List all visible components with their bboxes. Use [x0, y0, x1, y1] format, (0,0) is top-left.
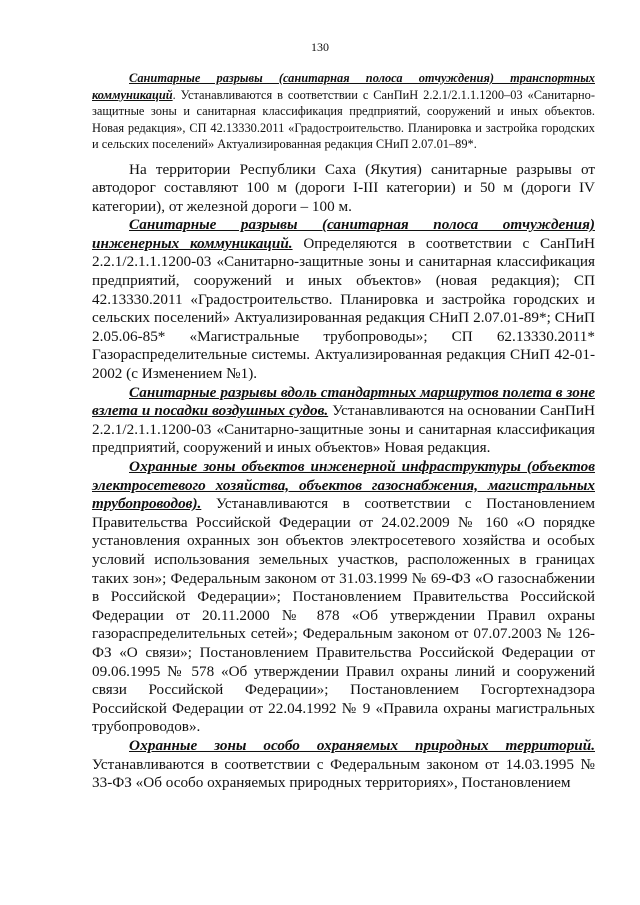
paragraph-text: На территории Республики Саха (Якутия) санитарные разрывы от автодорог составляют 100 м (дороги I-III категории) и 50 м (дороги IV категории), от железной дороги – 100 м. — [92, 160, 595, 215]
document-body — [92, 70, 595, 793]
paragraph-engineering-gaps — [92, 216, 595, 383]
paragraph-protection-zones — [92, 458, 595, 737]
section-heading: Охранные зоны объектов инженерной инфраструктуры (объектов электросетевого хозяйства, объектов газоснабжения, магистральных трубопроводов). — [92, 458, 595, 513]
paragraph-text: Устанавливаются в соответствии с Постановлением Правительства Российской Федерации от 24.02.2009 № 160 «О порядке установления охранных зон объектов электросетевого хозяйства и особых условий использования земельных участков, расположенных в границах таких зон»; Федеральным законом от 31.03.1999 № 69-ФЗ «О газоснабжении в Российской Федерации»; Постановлением Правительства Российской Федерации от 20.11.2000 № 878 «Об утверждении Правил охраны газораспределительных сетей»; Федеральным законом от 07.07.2003 № 126-ФЗ «О связи»; Постановлением Правительства Российской Федерации от 09.06.1995 № 578 «Об утверждении Правил охраны линий и сооружений связи Российской Федерации»; Постановлением Госгортехнадзора Российской Федерации от 22.04.1992 № 9 «Правила охраны магистральных трубопроводов». — [92, 495, 596, 736]
paragraph-yakutia-distances — [92, 161, 595, 217]
paragraph-flight-gaps — [92, 384, 595, 458]
paragraph-text: Устанавливаются в соответствии с СанПиН 2.2.1/2.1.1.1200–03 «Санитарно-защитные зоны и санитарная классификация предприятий, сооружений и иных объектов. Новая редакция», СП 42.13330.2011 «Градостроительство. Планировка и застройка городских и сельских поселений» Актуализированная редакция СНиП 2.07.01–89*. — [92, 87, 595, 151]
section-heading: Санитарные разрывы вдоль стандартных маршрутов полета в зоне взлета и посадки воздушных судов. — [92, 383, 595, 420]
paragraph-text: Устанавливаются в соответствии с Федеральным законом от 14.03.1995 № 33-ФЗ «Об особо охраняемых природных территориях», Постановлением — [92, 755, 595, 792]
section-heading: Охранные зоны особо охраняемых природных территорий. — [129, 736, 595, 754]
paragraph-transport-gaps: Санитарные разрывы (санитарная полоса отчуждения) транспортных коммуникаций. Устанавливаются в соответствии с СанПиН 2.2.1/2.1.1.1200–03 «Санитарно-защитные зоны и санитарная классификация предприятий, сооружений и иных объектов. Новая редакция», СП 42.13330.2011 «Градостроительство. Планировка и застройка городских и сельских поселений» Актуализированная редакция СНиП 2.07.01–89*. — [92, 71, 595, 151]
paragraph-text: Устанавливаются на основании СанПиН 2.2.1/2.1.1.1200-03 «Санитарно-защитные зоны и санитарная классификация предприятий, сооружений и иных объектов» Новая редакция. — [92, 402, 595, 457]
page-number: 130 — [311, 40, 329, 54]
section-heading: Санитарные разрывы (санитарная полоса отчуждения) инженерных коммуникаций. — [92, 216, 595, 252]
section-heading: Санитарные разрывы (санитарная полоса отчуждения) транспортных коммуникаций — [92, 71, 595, 102]
paragraph-text: Определяются в соответствии с СанПиН 2.2.1/2.1.1.1200-03 «Санитарно-защитные зоны и санитарная классификация предприятий, сооружений и иных объектов» (новая редакция); СП 42.13330.2011 «Градостроительство. Планировка и застройка городских и сельских поселений» Актуализированная редакция СНиП 2.07.01-89*; СНиП 2.05.06-85* «Магистральные трубопроводы»; СП 62.13330.2011* Газораспределительные системы. Актуализированная редакция СНиП 42-01-2002 (с Изменением №1). — [92, 234, 596, 383]
paragraph-natural-territories — [92, 737, 595, 793]
